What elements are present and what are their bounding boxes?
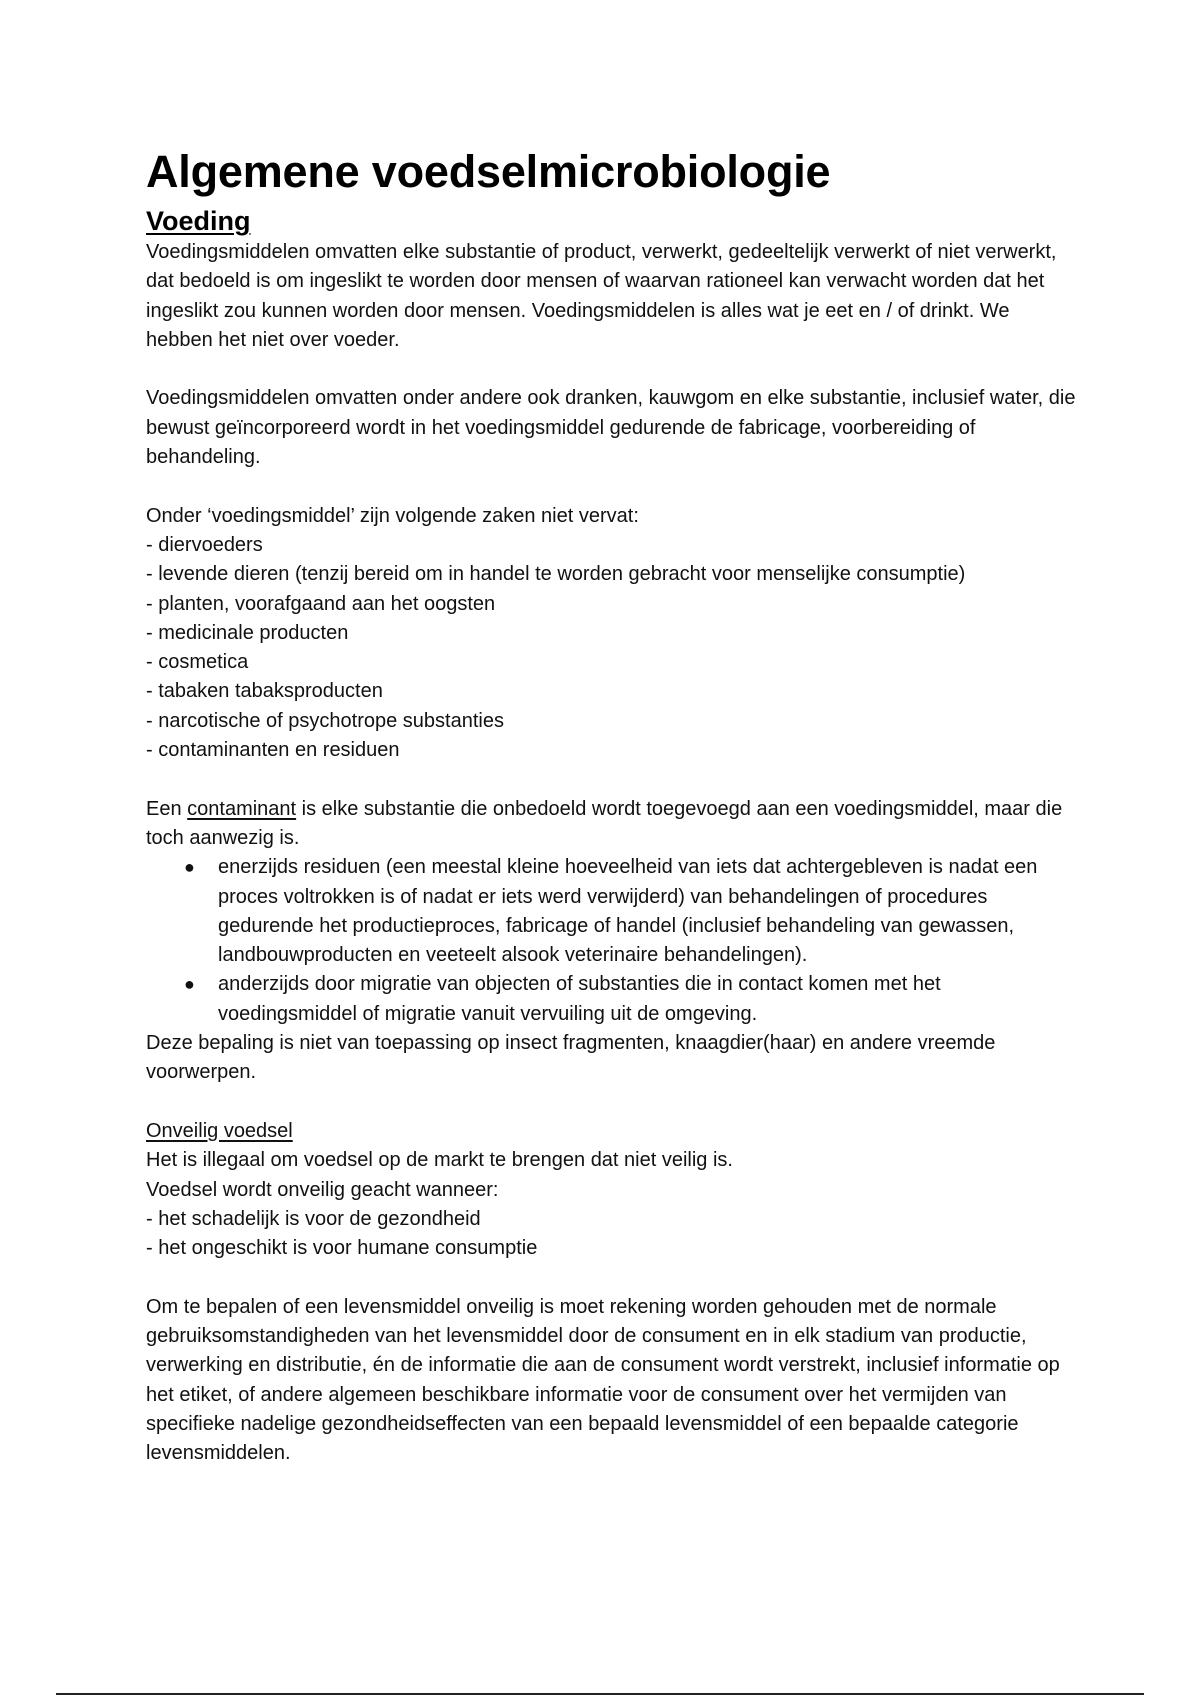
page-footer-divider	[56, 1693, 1144, 1695]
spacer	[146, 1263, 1076, 1292]
contaminant-prefix: Een	[146, 797, 188, 820]
unsafe-line-2: Voedsel wordt onveilig geacht wanneer:	[146, 1178, 499, 1201]
contaminant-bullets	[146, 853, 1076, 1029]
section-heading: Voeding	[146, 206, 251, 236]
spacer	[146, 355, 1076, 384]
unsafe-heading-line	[146, 1117, 1076, 1146]
list-item: - medicinale producten	[146, 621, 349, 644]
section-heading-wrapper	[146, 204, 1076, 238]
contaminant-suffix: is elke substantie die onbedoeld wordt toegevoegd aan een voedingsmiddel, maar die toch aanwezig is.	[146, 797, 1063, 849]
list-item: - levende dieren (tenzij bereid om in handel te worden gebracht voor menselijke consumptie)	[146, 563, 966, 586]
contaminant-note: Deze bepaling is niet van toepassing op insect fragmenten, knaagdier(haar) en andere vreemde voorwerpen.	[146, 1032, 996, 1084]
paragraph-includes: Voedingsmiddelen omvatten onder andere ook dranken, kauwgom en elke substantie, inclusief water, die bewust geïncorporeerd wordt in het voedingsmiddel gedurende de fabricage, voorbereiding of behandeling.	[146, 387, 1076, 469]
list-item: - het schadelijk is voor de gezondheid	[146, 1207, 481, 1230]
document-page	[146, 140, 1076, 1468]
contaminant-definition	[146, 795, 1076, 854]
unsafe-heading: Onveilig voedsel	[146, 1119, 293, 1142]
list-item: - het ongeschikt is voor humane consumptie	[146, 1237, 538, 1260]
list-item: - diervoeders	[146, 533, 263, 556]
paragraph-definition: Voedingsmiddelen omvatten elke substantie of product, verwerkt, gedeeltelijk verwerkt of niet verwerkt, dat bedoeld is om ingeslikt te worden door mensen of waarvan rationeel kan verwacht worden dat het ingeslikt zou kunnen worden door mensen. Voedingsmiddelen is alles wat je eet en / of drinkt. We hebben het niet over voeder.	[146, 241, 1057, 351]
list-item: - contaminanten en residuen	[146, 739, 400, 762]
bullet-item	[146, 970, 1076, 1029]
unsafe-paragraph: Om te bepalen of een levensmiddel onveilig is moet rekening worden gehouden met de normale gebruiksomstandigheden van het levensmiddel door de consument en in elk stadium van productie, verwerking en distributie, én de informatie die aan de consument wordt verstrekt, inclusief informatie op het etiket, of andere algemeen beschikbare informatie voor de consument over het vermijden van specifieke nadelige gezondheidseffecten van een bepaald levensmiddel of een bepaalde categorie levensmiddelen.	[146, 1295, 1060, 1465]
list-item: - narcotische of psychotrope substanties	[146, 709, 504, 732]
unsafe-line-1: Het is illegaal om voedsel op de markt te brengen dat niet veilig is.	[146, 1149, 733, 1172]
contaminant-term: contaminant	[187, 797, 297, 820]
bullet-icon: ●	[184, 857, 195, 878]
list-item: - cosmetica	[146, 651, 249, 674]
document-title: Algemene voedselmicrobiologie	[146, 146, 831, 197]
spacer	[146, 472, 1076, 501]
list-item: - tabaken tabaksproducten	[146, 680, 383, 703]
bullet-text: anderzijds door migratie van objecten of substanties die in contact komen met het voedingsmiddel of migratie vanuit vervuiling uit de omgeving.	[218, 973, 941, 1025]
spacer	[146, 1088, 1076, 1117]
bullet-item	[146, 853, 1076, 970]
list-item: - planten, voorafgaand aan het oogsten	[146, 592, 496, 615]
bullet-text: enerzijds residuen (een meestal kleine hoeveelheid van iets dat achtergebleven is nadat een proces voltrokken is of nadat er iets werd verwijderd) van behandelingen of procedures gedurende het productieproces, fabricage of handel (inclusief behandeling van gewassen, landbouwproducten en veeteelt alsook veterinaire behandelingen).	[218, 856, 1038, 967]
spacer	[146, 765, 1076, 794]
exclusions-intro: Onder ‘voedingsmiddel’ zijn volgende zaken niet vervat:	[146, 504, 639, 527]
bullet-icon: ●	[184, 974, 195, 995]
exclusions-list	[146, 531, 1076, 765]
